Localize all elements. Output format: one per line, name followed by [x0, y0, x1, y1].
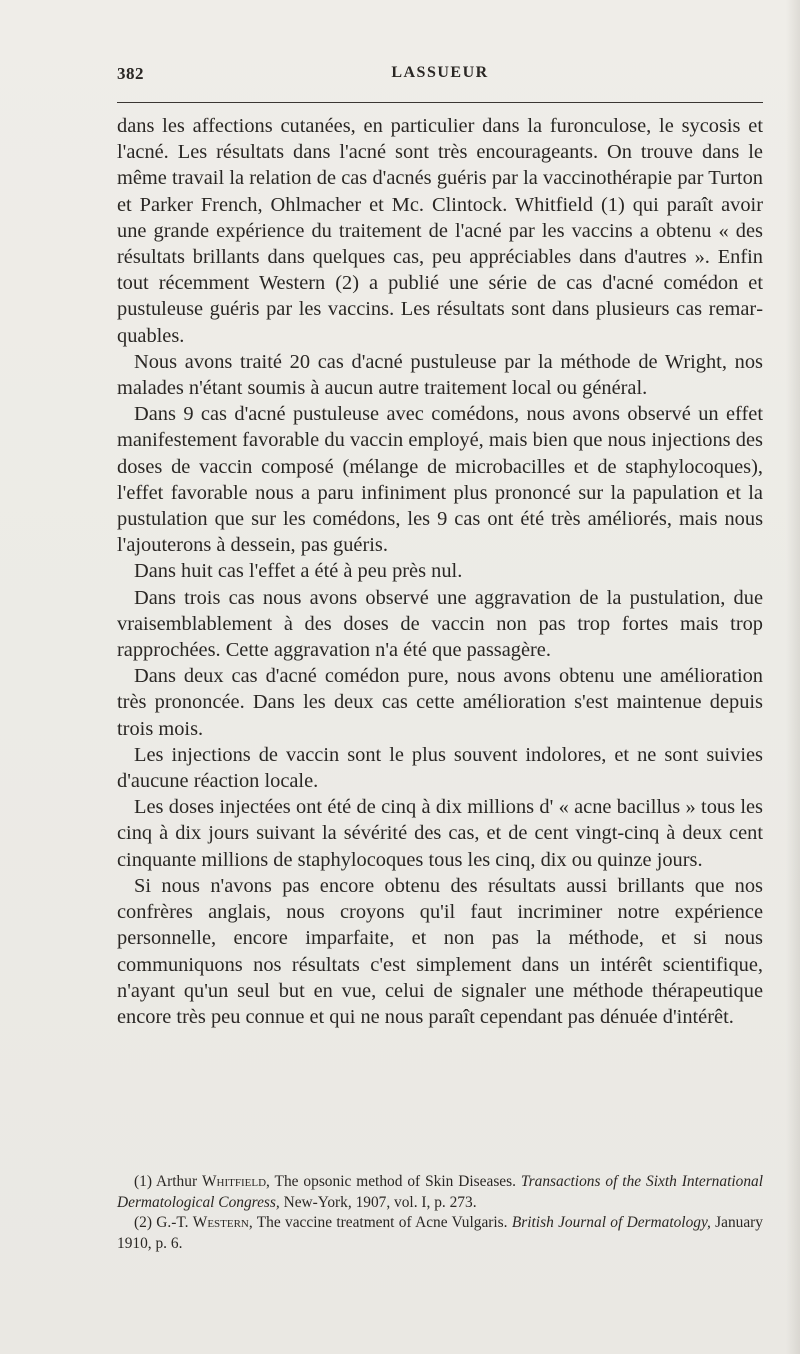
footnote-1-marker: (1) Arthur: [134, 1173, 203, 1190]
footnote-1-source: Transactions of the Sixth International Dermatological Congress,: [117, 1173, 763, 1211]
paragraph-two-cases: Dans deux cas d'acné comédon pure, nous avons obtenu une amélioration très prononcée. Dans les deux cas cette amélioration s'est maintenue depuis trois mois.: [117, 665, 763, 740]
paragraph-method: Nous avons traité 20 cas d'acné pustuleuse par la méthode de Wright, nos malades n'étant soumis à aucun autre traitement local ou général.: [117, 350, 763, 400]
footnote-2-details: January 1910, p. 6.: [117, 1214, 763, 1252]
header-rule: [117, 102, 763, 103]
footnote-1: [117, 1172, 763, 1213]
body-text: [117, 113, 763, 1030]
paragraph-injections: Les injections de vaccin sont le plus souvent indolores, et ne sont suivies d'aucune réaction locale.: [117, 743, 763, 793]
footnote-2-author: Western: [192, 1214, 249, 1231]
paragraph-three-cases: Dans trois cas nous avons observé une aggravation de la pustulation, due vraisemblablement à des doses de vaccin non pas trop fortes mais trop rapprochées. Cette aggravation n'a été que passagère.: [117, 586, 763, 662]
footnote-2-title: , The vaccine treatment of Acne Vulgaris.: [248, 1214, 512, 1231]
page-number: 382: [117, 64, 144, 83]
paragraph-continuation: dans les affections cutanées, en particulier dans la furonculose, le sycosis et l'acné. Les résultats dans l'acné sont très encourageants. On trouve dans le même travail la relation de cas d'acnés guéris par la vaccinothérapie par Turton et Parker French, Ohlmacher et Mc. Clintock. Whitfield (1) qui paraît avoir une grande expérience du traitement de l'acné par les vaccins a obtenu « des résultats brillants dans quelques cas, peu appréciables dans d'autres ». Enfin tout récemment Western (2) a publié une série de cas d'acné comédon et pustuleuse guéris par les vaccins. Les résultats sont dans plusieurs cas remarquables.: [117, 115, 763, 347]
paragraph-doses: Les doses injectées ont été de cinq à dix millions d' « acne bacillus » tous les cinq à dix jours suivant la sévérité des cas, et de cent vingt-cinq à deux cent cinquante millions de staphylocoques tous les cinq, dix ou quinze jours.: [117, 796, 763, 871]
footnote-2-source: British Journal of Dermatology,: [511, 1214, 711, 1231]
page-header: [117, 62, 763, 92]
page-edge-shadow: [786, 0, 800, 1354]
footnote-2: [117, 1213, 763, 1254]
footnote-1-details: New-York, 1907, vol. I, p. 273.: [279, 1193, 477, 1211]
footnote-1-title: , The opsonic method of Skin Diseases.: [266, 1173, 521, 1190]
footnote-1-author: Whitfield: [202, 1173, 267, 1190]
paragraph-nine-cases: Dans 9 cas d'acné pustuleuse avec comédons, nous avons observé un effet manifestement favorable du vaccin employé, mais bien que nous injections des doses de vaccin composé (mélange de microbacilles et de staphylocoques), l'effet favorable nous a paru infiniment plus prononcé sur la papulation et la pustulation que sur les comédons, les 9 cas ont été très améliorés, mais nous l'ajouterons à dessein, pas guéris.: [117, 403, 763, 557]
paragraph-conclusion: Si nous n'avons pas encore obtenu des résultats aussi brillants que nos confrères anglais, nous croyons qu'il faut incriminer notre expérience personnelle, encore imparfaite, et non pas la méthode, et si nous communiquons nos résultats c'est simplement dans un intérêt scientifique, n'ayant qu'un seul but en vue, celui de signaler une méthode thérapeutique encore très peu connue et qui ne nous paraît cependant pas dénuée d'intérêt.: [117, 874, 763, 1028]
paragraph-eight-cases: Dans huit cas l'effet a été à peu près nul.: [134, 560, 463, 583]
footnotes: [117, 1172, 763, 1254]
running-head: LASSUEUR: [391, 64, 489, 81]
footnote-2-marker: (2) G.-T.: [134, 1214, 193, 1231]
